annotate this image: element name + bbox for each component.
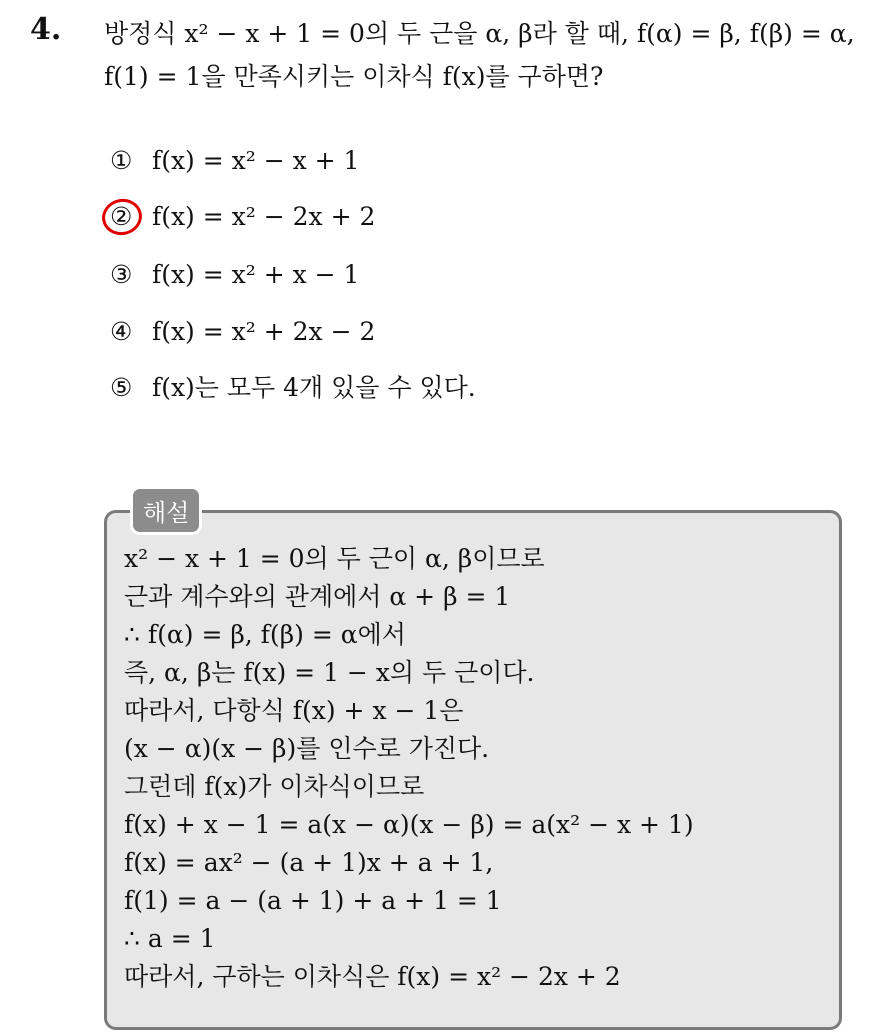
solution-line: 즉, α, β는 f(x) = 1 − x의 두 근이다. [124,658,535,687]
solution-line: ∴ a = 1 [124,924,216,953]
solution-text [124,540,834,996]
solution-line: ∴ f(α) = β, f(β) = α에서 [124,620,406,649]
option-number: ③ [110,260,133,289]
option-text: f(x)는 모두 4개 있을 수 있다. [151,373,476,402]
solution-line: f(x) = ax² − (a + 1)x + a + 1, [124,848,494,877]
option-text: f(x) = x² − x + 1 [151,146,360,175]
solution-line: 근과 계수와의 관계에서 α + β = 1 [124,582,511,611]
solution-line: 그런데 f(x)가 이차식이므로 [124,772,425,801]
question-number: 4. [30,12,62,47]
solution-line: (x − α)(x − β)를 인수로 가진다. [124,734,490,763]
solution-line: 따라서, 구하는 이차식은 f(x) = x² − 2x + 2 [124,962,621,991]
option-5[interactable] [110,368,476,408]
option-1[interactable] [110,141,359,181]
option-text: f(x) = x² + x − 1 [151,260,360,289]
option-number: ① [110,146,133,175]
option-number: ④ [110,317,133,346]
solution-line: f(1) = a − (a + 1) + a + 1 = 1 [124,886,502,915]
answer-mark-circle [99,195,146,239]
option-4[interactable] [110,312,375,352]
solution-line: f(x) + x − 1 = a(x − α)(x − β) = a(x² − x + 1) [124,810,694,839]
option-number: ② [110,197,144,237]
solution-label: 해설 [130,486,202,535]
option-3[interactable] [110,255,359,295]
solution-line: x² − x + 1 = 0의 두 근이 α, β이므로 [124,544,545,573]
option-number: ⑤ [110,373,133,402]
option-2[interactable] [110,197,375,237]
option-text: f(x) = x² − 2x + 2 [151,202,376,231]
solution-line: 따라서, 다항식 f(x) + x − 1은 [124,696,464,725]
option-text: f(x) = x² + 2x − 2 [151,317,376,346]
question-text: 방정식 x² − x + 1 = 0의 두 근을 α, β라 할 때, f(α) = β, f(β) = α, f(1) = 1을 만족시키는 이차식 f(x)를 구하면? [104,19,855,91]
